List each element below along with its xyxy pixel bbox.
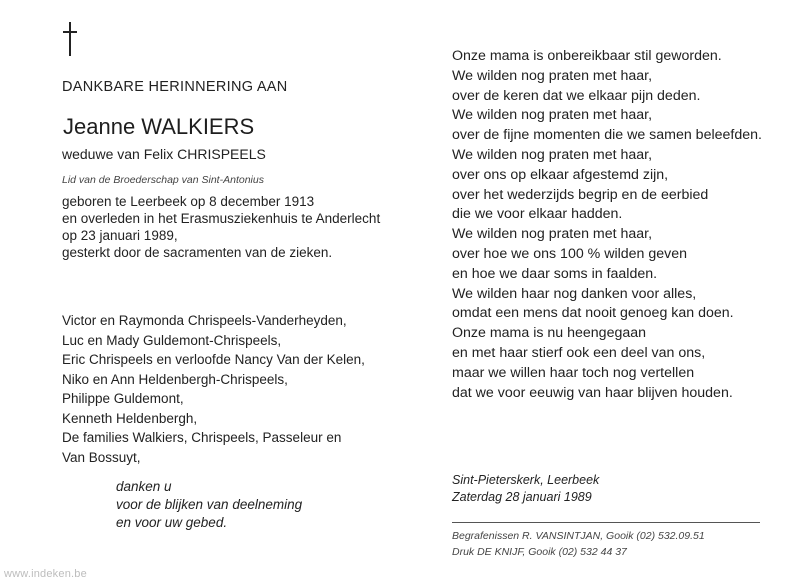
family-line: Niko en Ann Heldenbergh-Chrispeels, xyxy=(62,371,288,387)
poem-line: over hoe we ons 100 % wilden geven xyxy=(452,245,688,262)
family-line: Victor en Raymonda Chrispeels-Vanderheyden, xyxy=(62,313,347,328)
family-line: Eric Chrispeels en verloofde Nancy Van der Kelen, xyxy=(62,352,365,367)
cross-icon xyxy=(60,22,80,56)
poem-line: We wilden nog praten met haar, xyxy=(452,146,653,163)
membership-line: Lid van de Broederschap van Sint-Antonius xyxy=(62,174,264,186)
divider-rule xyxy=(452,522,760,523)
service-date: Zaterdag 28 januari 1989 xyxy=(452,490,592,504)
poem-line: We wilden nog praten met haar, xyxy=(452,226,653,243)
poem xyxy=(452,47,762,403)
family-line: Van Bossuyt, xyxy=(62,449,141,465)
bio-line: geboren te Leerbeek op 8 december 1913 xyxy=(62,194,315,209)
remembrance-heading: DANKBARE HERINNERING AAN xyxy=(62,79,288,95)
biography-block xyxy=(62,193,380,261)
family-line: Kenneth Heldenbergh, xyxy=(62,410,198,426)
poem-line: omdat een mens dat nooit genoeg kan doen. xyxy=(452,305,734,322)
family-line: De families Walkiers, Chrispeels, Passeleur en xyxy=(62,430,342,445)
thanks-block xyxy=(116,478,302,532)
bio-line: gesterkt door de sacramenten van de zieken. xyxy=(62,245,333,260)
family-line: Luc en Mady Guldemont-Chrispeels, xyxy=(62,332,282,348)
funeral-home-credit: Begrafenissen R. VANSINTJAN, Gooik (02) 532.09.51 xyxy=(452,530,705,542)
poem-line: over het wederzijds begrip en de eerbied xyxy=(452,186,709,203)
widow-of-line: weduwe van Felix CHRISPEELS xyxy=(62,146,266,162)
thanks-line: en voor uw gebed. xyxy=(116,515,228,530)
family-list xyxy=(62,311,365,467)
bio-line: en overleden in het Erasmusziekenhuis te Anderlecht xyxy=(62,211,381,226)
poem-line: die we voor elkaar hadden. xyxy=(452,206,623,223)
thanks-line: voor de blijken van deelneming xyxy=(116,497,303,512)
watermark: www.indeken.be xyxy=(4,568,87,580)
family-line: Philippe Guldemont, xyxy=(62,391,184,406)
thanks-line: danken u xyxy=(116,479,172,494)
poem-line: over de fijne momenten die we samen beleefden. xyxy=(452,127,762,144)
poem-line: We wilden haar nog danken voor alles, xyxy=(452,285,697,302)
poem-line: dat we voor eeuwig van haar blijven houden. xyxy=(452,384,733,401)
poem-line: We wilden nog praten met haar, xyxy=(452,67,653,84)
poem-line: Onze mama is onbereikbaar stil geworden. xyxy=(452,48,722,64)
service-place: Sint-Pieterskerk, Leerbeek xyxy=(452,473,600,487)
poem-line: We wilden nog praten met haar, xyxy=(452,107,653,124)
service-info xyxy=(452,472,599,506)
poem-line: over de keren dat we elkaar pijn deden. xyxy=(452,87,701,104)
poem-line: over ons op elkaar afgestemd zijn, xyxy=(452,166,669,183)
printer-credit: Druk DE KNIJF, Gooik (02) 532 44 37 xyxy=(452,546,627,558)
credits xyxy=(452,528,705,560)
poem-line: en met haar stierf ook een deel van ons, xyxy=(452,344,706,361)
deceased-name: Jeanne WALKIERS xyxy=(63,114,255,139)
poem-line: maar we willen haar toch nog vertellen xyxy=(452,364,695,381)
poem-line: en hoe we daar soms in faalden. xyxy=(452,265,658,282)
bio-line: op 23 januari 1989, xyxy=(62,228,178,243)
poem-line: Onze mama is nu heengegaan xyxy=(452,325,647,342)
